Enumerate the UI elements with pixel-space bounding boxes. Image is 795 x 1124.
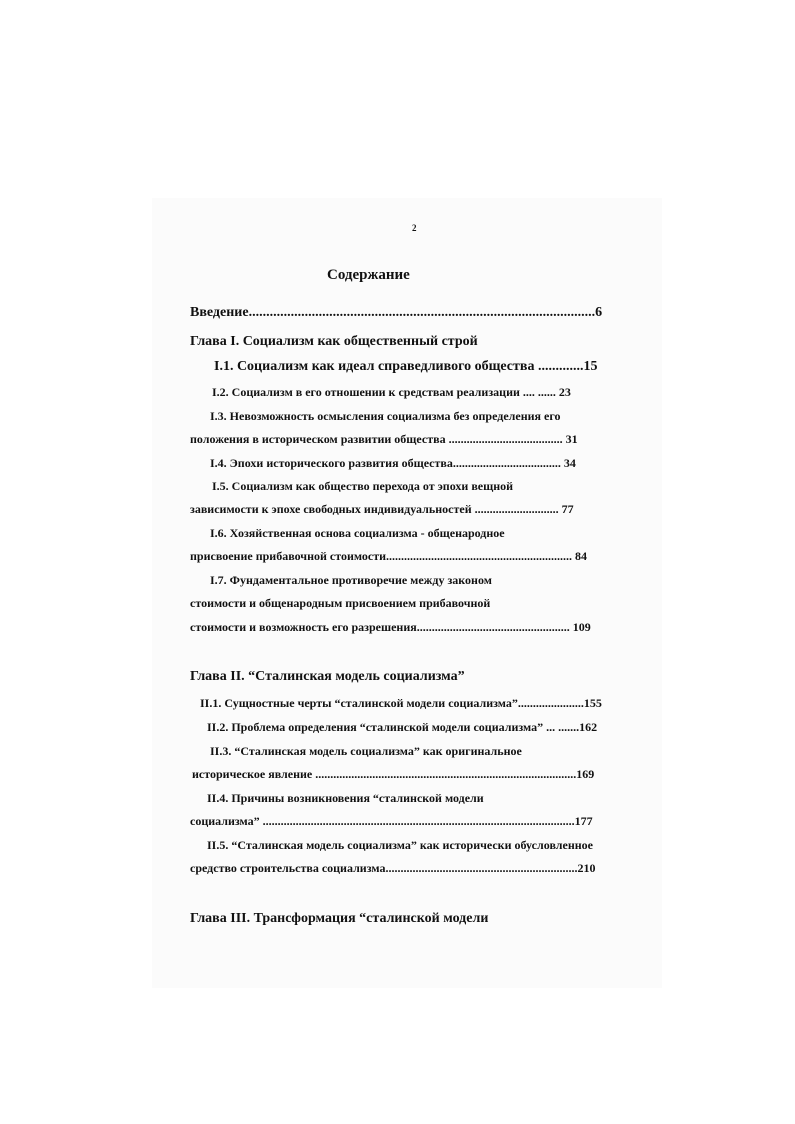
toc-section-2-4-line2: социализма” ........................................................................................................177 (190, 814, 593, 828)
toc-section-2-5-line2: средство строительства социализма................................................................210 (190, 861, 596, 875)
toc-section-1-3-line2: положения в историческом развитии общества ...................................... 31 (190, 432, 578, 446)
toc-section-1-7-line1: I.7. Фундаментальное противоречие между законом (210, 573, 492, 587)
toc-section-2-3-line1: II.3. “Сталинская модель социализма” как оригинальное (210, 744, 522, 758)
toc-section-2-2: II.2. Проблема определения “сталинской модели социализма” ... .......162 (207, 720, 598, 734)
toc-section-1-1: I.1. Социализм как идеал справедливого общества .............15 (214, 359, 598, 374)
toc-section-1-7-line3: стоимости и возможность его разрешения................................................... 109 (190, 620, 591, 634)
toc-section-2-3-line2: историческое явление .......................................................................................169 (192, 767, 595, 781)
toc-section-1-5-line1: I.5. Социализм как общество перехода от эпохи вещной (212, 479, 514, 493)
toc-section-1-6-line2: присвоение прибавочной стоимости.............................................................. 84 (190, 549, 588, 563)
toc-section-1-6-line1: I.6. Хозяйственная основа социализма - общенародное (210, 526, 505, 540)
page-title: Содержание (327, 267, 410, 283)
page-number: 2 (412, 223, 417, 233)
toc-section-1-5-line2: зависимости к эпохе свободных индивидуальностей ............................ 77 (190, 502, 574, 516)
toc-section-2-4-line1: II.4. Причины возникновения “сталинской модели (207, 791, 484, 805)
toc-section-2-1: II.1. Сущностные черты “сталинской модели социализма”......................155 (200, 696, 602, 710)
toc-section-1-7-line2: стоимости и общенародным присвоением прибавочной (190, 596, 491, 610)
toc-chapter-2-heading: Глава II. “Сталинская модель социализма” (190, 669, 465, 684)
toc-chapter-1-heading: Глава I. Социализм как общественный строй (190, 334, 478, 349)
toc-section-2-5-line1: II.5. “Сталинская модель социализма” как исторически обусловленное (207, 838, 593, 852)
toc-section-1-2: I.2. Социализм в его отношении к средствам реализации .... ...... 23 (212, 385, 571, 399)
toc-intro: Введение...................................................................................................6 (190, 305, 603, 320)
toc-section-1-3-line1: I.3. Невозможность осмысления социализма без определения его (210, 409, 561, 423)
toc-chapter-3-heading: Глава III. Трансформация “сталинской модели (190, 911, 489, 926)
toc-section-1-4: I.4. Эпохи исторического развития общества.................................... 34 (210, 456, 576, 470)
